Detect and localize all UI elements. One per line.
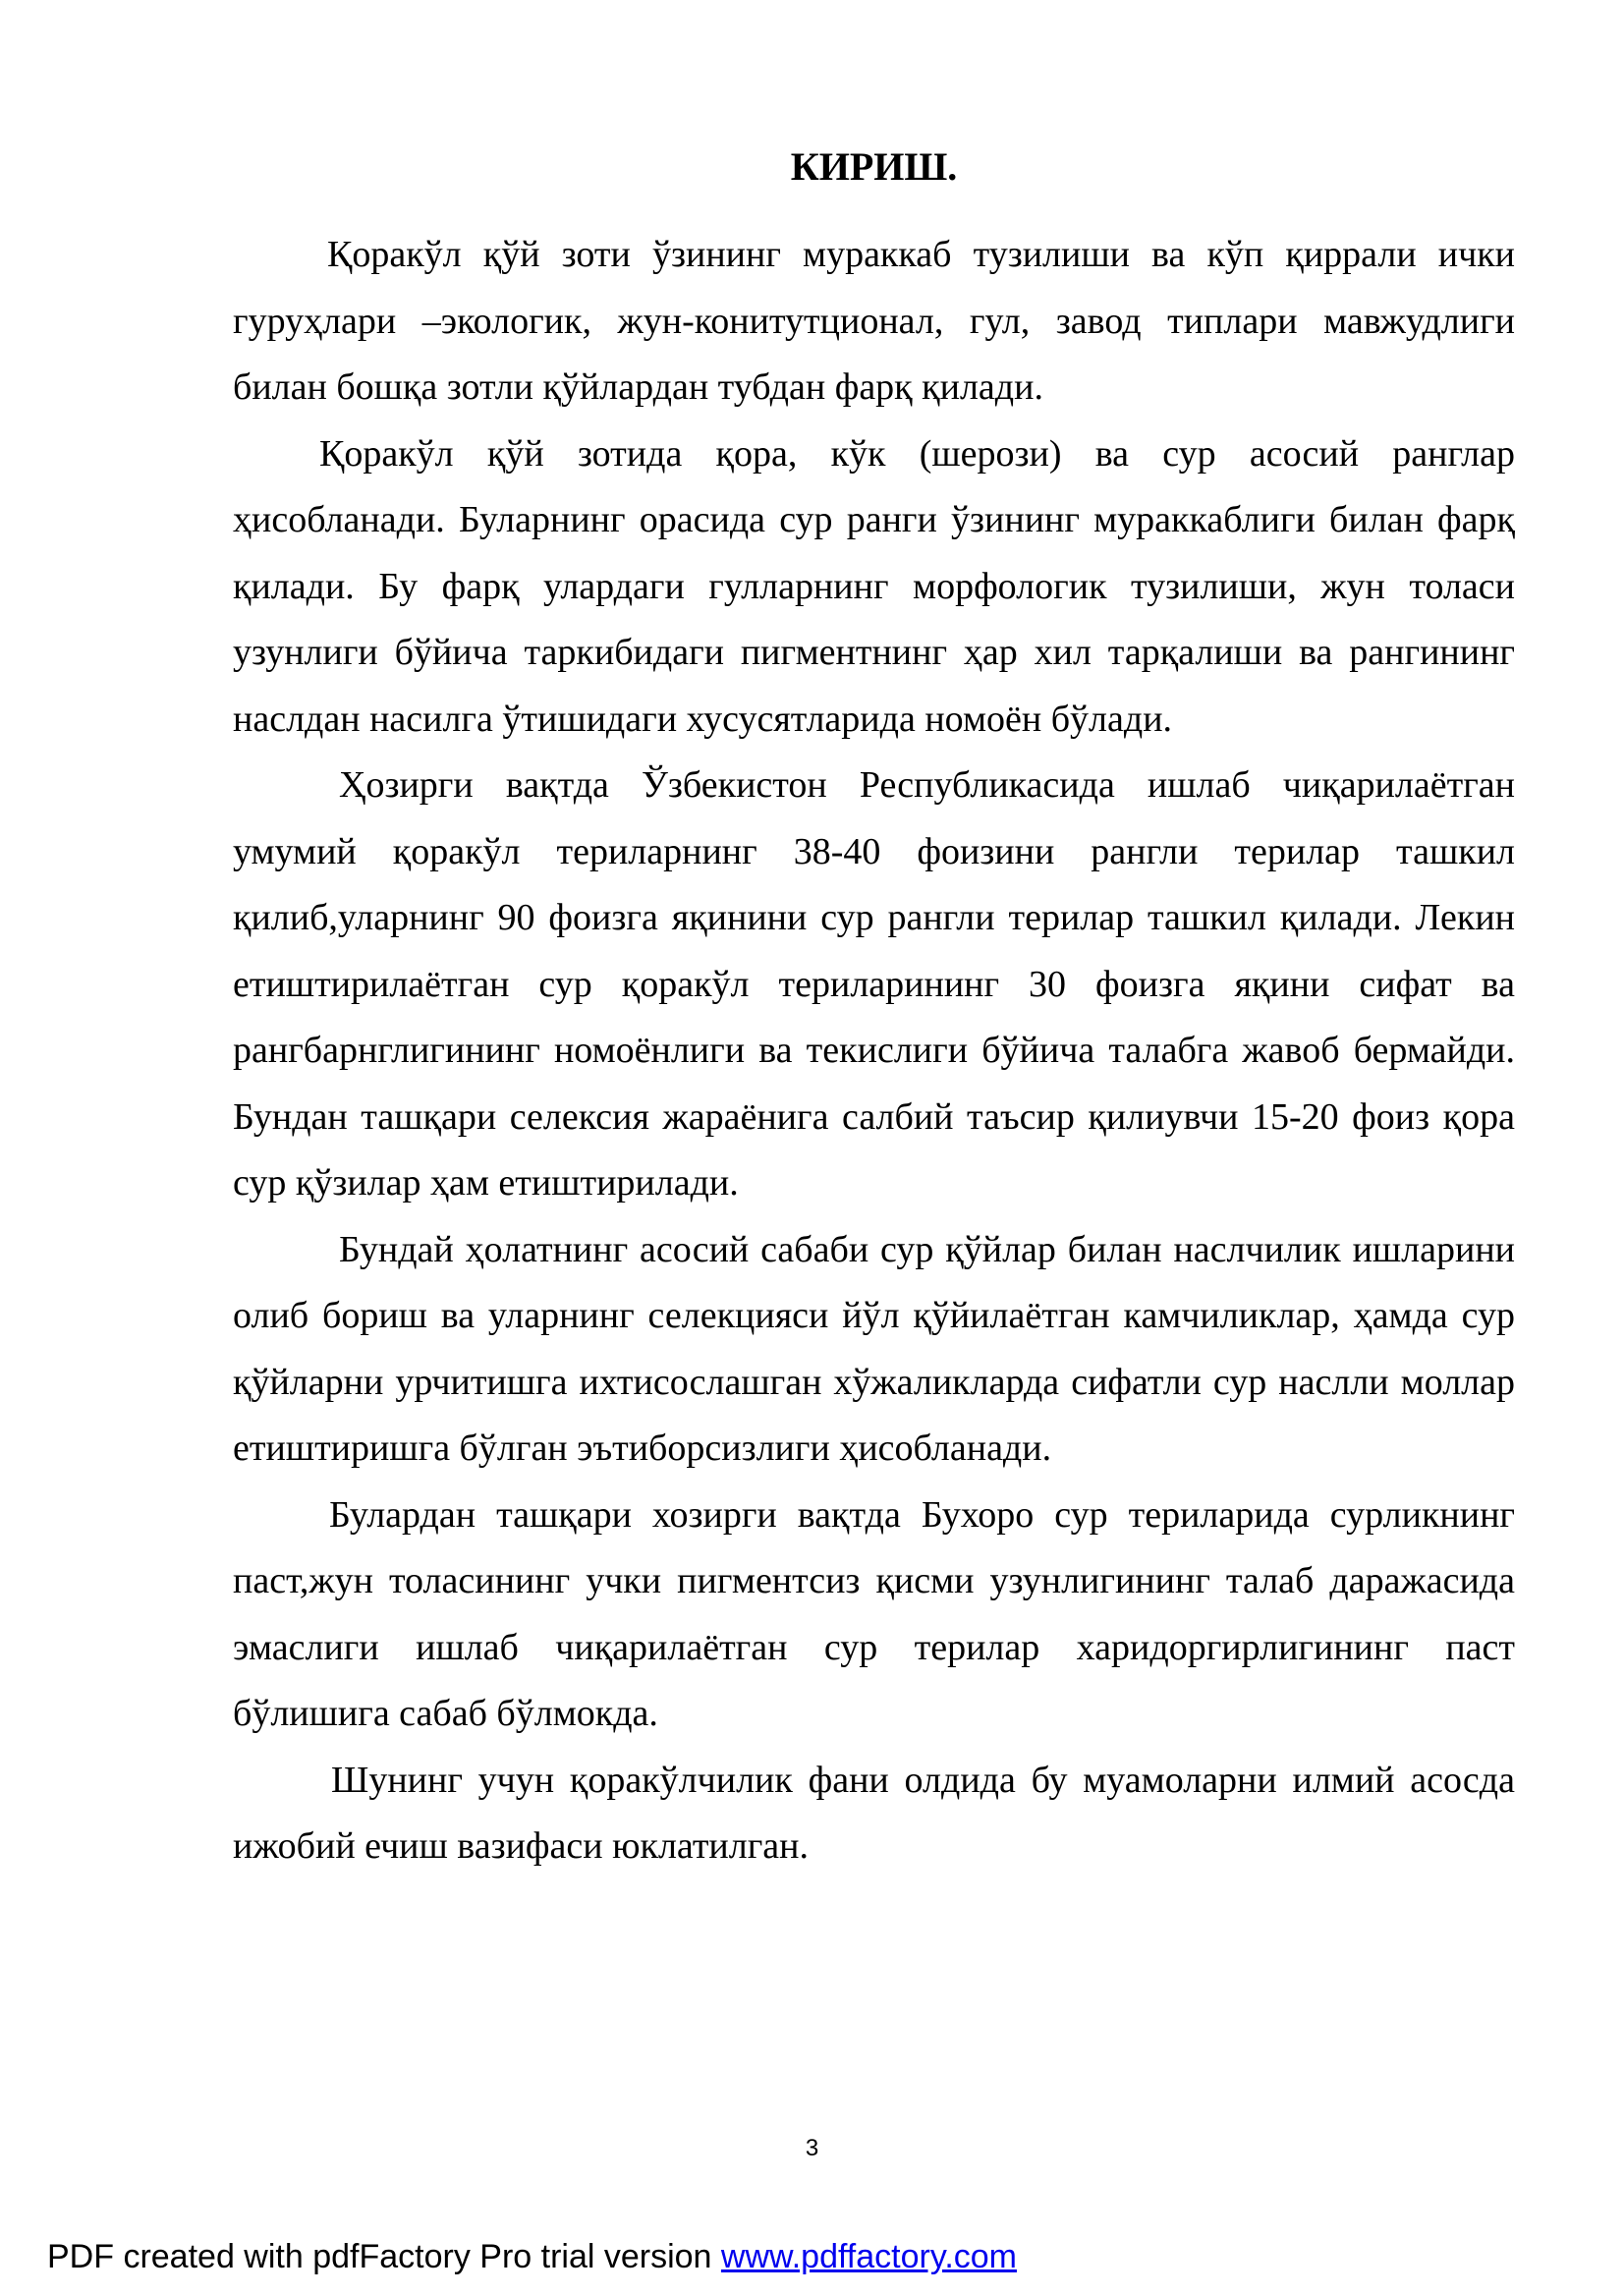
paragraph-5: Булардан ташқари хозирги вақтда Бухоро сур териларида сурликнинг паст,жун толасининг учки пигментсиз қисми узунлигининг талаб даражасида эмаслиги ишлаб чиқарилаётган сур терилар харидоргирлигининг паст бўлишига сабаб бўлмокда. (233, 1493, 1515, 1734)
paragraph-1: Қоракўл қўй зоти ўзининг мураккаб тузилиши ва кўп қиррали ички гуруҳлари –экологик, жун-конитутционал, гул, завод типлари мавжудлиги билан бошқа зотли қўйлардан тубдан фарқ қилади. (233, 234, 1515, 408)
pdf-footer (47, 2238, 1017, 2276)
document-title: КИРИШ. (790, 144, 958, 189)
paragraph-2: Қоракўл қўй зотида қора, кўк (шерози) ва сур асосий ранглар ҳисобланади. Буларнинг орасида сур ранги ўзининг мураккаблиги билан фарқ қилади. Бу фарқ улардаги гулларнинг морфологик тузилиши, жун толаси узунлиги бўйича таркибидаги пигментнинг ҳар хил тарқалиши ва рангининг наслдан насилга ўтишидаги хусусятларида номоён бўлади. (233, 432, 1515, 740)
page-content (233, 138, 1515, 1880)
footer-link[interactable]: www.pdffactory.com (720, 2238, 1017, 2275)
page-number: 3 (805, 2135, 819, 2161)
paragraph-3: Ҳозирги вақтда Ўзбекистон Республикасида ишлаб чиқарилаётган умумий қоракўл териларнинг 38-40 фоизини рангли терилар ташкил қилиб,уларнинг 90 фоизга яқинини сур рангли терилар ташкил қилади. Лекин етиштирилаётган сур қоракўл териларининг 30 фоизга яқини сифат ва рангбарнглигининг номоёнлиги ва текислиги бўйича талабга жавоб бермайди. Бундан ташқари селексия жараёнига салбий таъсир қилиувчи 15-20 фоиз қора сур қўзилар ҳам етиштирилади. (233, 764, 1515, 1204)
paragraph-6: Шунинг учун қоракўлчилик фани олдида бу муамоларни илмий асосда ижобий ечиш вазифаси юклатилган. (233, 1759, 1515, 1867)
paragraph-4: Бундай ҳолатнинг асосий сабаби сур қўйлар билан наслчилик ишларини олиб бориш ва уларнинг селекцияси йўл қўйилаётган камчиликлар, ҳамда сур қўйларни урчитишга ихтисослашган хўжаликларда сифатли сур наслли моллар етиштиришга бўлган эътиборсизлиги ҳисобланади. (233, 1228, 1515, 1469)
footer-text: PDF created with pdfFactory Pro trial version (47, 2238, 721, 2275)
